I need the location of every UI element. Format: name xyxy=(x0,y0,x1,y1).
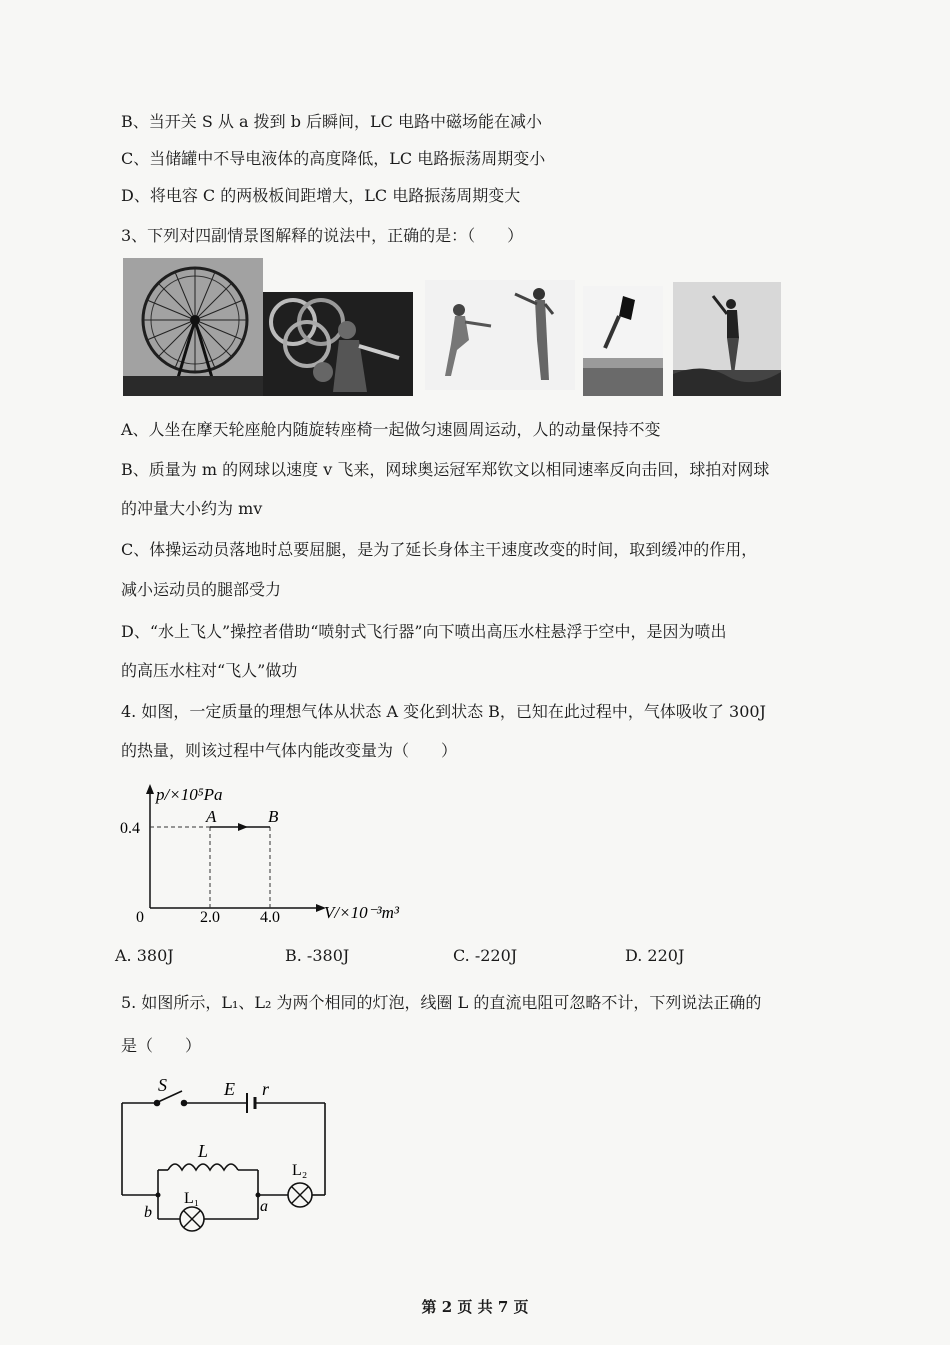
q3-stem: 3、下列对四副情景图解释的说法中，正确的是：（ ） xyxy=(121,226,524,245)
ferris-wheel-photo xyxy=(123,258,263,396)
q4-choices xyxy=(115,946,815,968)
x-tick-label-1: 2.0 xyxy=(200,909,220,926)
lamp1-icon xyxy=(180,1207,204,1231)
q3-option-c-line2: 减小运动员的腿部受力 xyxy=(121,580,282,599)
q5-stem-line1: 5. 如图所示，L₁、L₂ 为两个相同的灯泡，线圈 L 的直流电阻可忽略不计，下列说法正确的 xyxy=(121,993,762,1012)
emf-label: E xyxy=(224,1079,235,1099)
q3-option-b-line2: 的冲量大小约为 mv xyxy=(121,499,263,518)
inductor-coil xyxy=(168,1164,238,1170)
process-arrow-icon xyxy=(238,823,248,831)
q3-option-d-line2: 的高压水柱对“飞人”做功 xyxy=(121,661,298,680)
gymnast-landing-photo xyxy=(425,280,575,390)
q4-choice-c: C. -220J xyxy=(453,946,518,965)
water-flyer-photo xyxy=(583,286,663,396)
origin-label: 0 xyxy=(136,909,144,926)
node-a-label: a xyxy=(260,1198,268,1215)
q4-choice-a: A. 380J xyxy=(115,946,174,965)
page-footer: 第 2 页 共 7 页 xyxy=(421,1298,529,1316)
lamp2-label: L₂ xyxy=(292,1162,308,1179)
point-a-label: A xyxy=(206,807,217,826)
q3-option-c-line1: C、体操运动员落地时总要屈腿，是为了延长身体主干速度改变的时间，取到缓冲的作用， xyxy=(121,540,758,559)
q2-option-d: D、将电容 C 的两极板间距增大，LC 电路振荡周期变大 xyxy=(121,186,521,205)
q3-option-b-line1: B、质量为 m 的网球以速度 v 飞来，网球奥运冠军郑钦文以相同速率反向击回，球拍对网球 xyxy=(121,460,770,479)
tennis-player-photo xyxy=(263,292,413,396)
q2-option-c: C、当储罐中不导电液体的高度降低，LC 电路振荡周期变小 xyxy=(121,149,546,168)
internal-resistance-label: r xyxy=(262,1079,270,1099)
q5-stem-line2: 是（ ） xyxy=(121,1036,202,1055)
circuit-diagram xyxy=(110,1075,340,1240)
y-axis-label: p/×10⁵Pa xyxy=(156,785,223,804)
x-tick-label-2: 4.0 xyxy=(260,909,280,926)
q3-photo-strip xyxy=(123,258,781,396)
y-tick-label: 0.4 xyxy=(120,820,140,837)
x-axis-label: V/×10⁻³m³ xyxy=(324,903,400,922)
node-a-dot xyxy=(256,1193,261,1198)
lamp1-label: L₁ xyxy=(184,1190,200,1207)
inductor-label: L xyxy=(198,1141,209,1161)
q4-choice-b: B. -380J xyxy=(285,946,350,965)
node-b-label: b xyxy=(144,1204,152,1221)
lamp2-icon xyxy=(288,1183,312,1207)
point-b-label: B xyxy=(268,807,279,826)
q4-stem-line1: 4. 如图，一定质量的理想气体从状态 A 变化到状态 B，已知在此过程中，气体吸收了 300J xyxy=(121,702,766,721)
q3-option-a: A、人坐在摩天轮座舱内随旋转座椅一起做匀速圆周运动，人的动量保持不变 xyxy=(121,420,661,439)
water-flyer-photo-2 xyxy=(673,282,781,396)
pv-graph xyxy=(110,780,440,930)
y-axis-arrow-icon xyxy=(146,784,154,794)
q4-choice-d: D. 220J xyxy=(625,946,685,965)
switch-label: S xyxy=(158,1075,167,1095)
node-b-dot xyxy=(156,1193,161,1198)
q2-option-b: B、当开关 S 从 a 拨到 b 后瞬间，LC 电路中磁场能在减小 xyxy=(121,112,542,131)
q4-stem-line2: 的热量，则该过程中气体内能改变量为（ ） xyxy=(121,741,458,760)
q3-option-d-line1: D、“水上飞人”操控者借助“喷射式飞行器”向下喷出高压水柱悬浮于空中，是因为喷出 xyxy=(121,622,727,641)
